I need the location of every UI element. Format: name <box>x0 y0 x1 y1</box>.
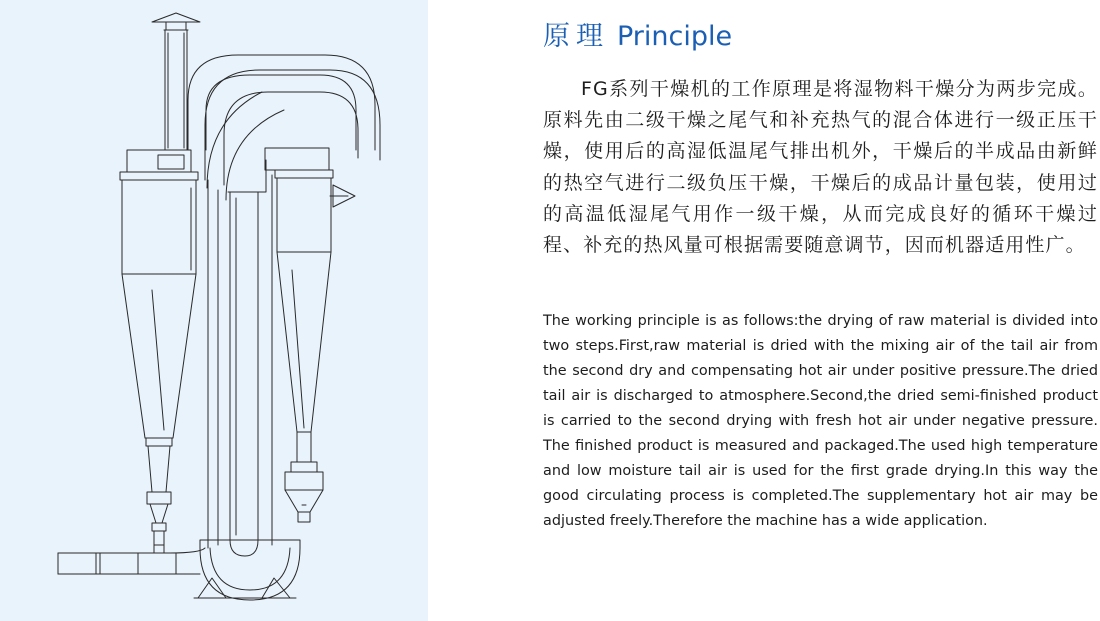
title-chinese: 原理 <box>543 21 609 52</box>
blower-fan <box>194 540 300 600</box>
inlet-duct <box>58 545 205 574</box>
diagram-panel <box>0 0 428 621</box>
title-english: Principle <box>617 21 733 52</box>
secondary-cyclone <box>275 170 355 522</box>
description-chinese: FG系列干燥机的工作原理是将湿物料干燥分为两步完成。原料先由二级干燥之尾气和补充热气的混合体进行一级正压干燥，使用后的高湿低温尾气排出机外，干燥后的半成品由新鲜的热空气进行二级负压干燥，干燥后的成品计量包装，使用过的高温低湿尾气用作一级干燥，从而完成良好的循环干燥过程、补充的热风量可根据需要随意调节，因而机器适用性广。 <box>543 78 1098 257</box>
description-english: The working principle is as follows:the drying of raw material is divided into two steps.First,raw material is dried with the mixing air of the tail air from the second dry and compensating hot air under positive pressure.The dried tail air is discharged to atmosphere.Second,the dried semi-finished product is carried to the second drying with fresh hot air under negative pressure. The finished product is measured and packaged.The used high temperature and low moisture tail air is used for the first grade drying.In this way the good circulating process is completed.The supplementary hot air may be adjusted freely.Therefore the machine has a wide application. <box>543 313 1098 529</box>
primary-cyclone <box>120 150 198 553</box>
page-title <box>543 14 732 53</box>
riser-tubes <box>208 160 272 556</box>
exhaust-chimney <box>152 13 200 150</box>
dryer-schematic-diagram <box>0 0 428 621</box>
